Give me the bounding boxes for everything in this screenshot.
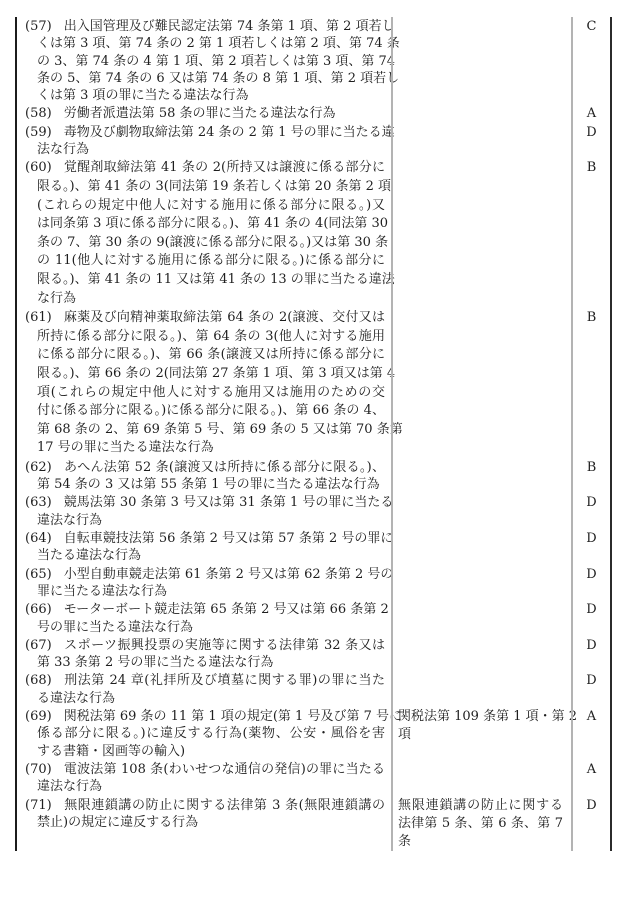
offense-line: 付に係る部分に限る。)に係る部分に限る。)、第 66 条の 4、 <box>37 403 385 419</box>
item-number: (70) <box>25 761 52 777</box>
grade-cell <box>571 493 610 529</box>
offense-table <box>15 17 612 851</box>
penalty-line: 条 <box>398 834 412 850</box>
penalty-cell <box>391 707 578 760</box>
grade-label: A <box>586 106 597 122</box>
offense-line: に係る部分に限る。)、第 66 条(譲渡又は所持に係る部分に <box>37 347 385 363</box>
offense-line: 第 68 条の 2、第 69 条第 5 号、第 69 条の 5 又は第 70 条第 <box>37 421 403 437</box>
grade-label: D <box>586 673 597 689</box>
table-row <box>17 600 610 636</box>
offense-line: (これらの規定中他人に対する施用に係る部分に限る。)又 <box>37 197 385 213</box>
penalty-cell <box>391 123 571 159</box>
offense-line: (62) あへん法第 52 条(譲渡又は所持に係る部分に限る。)、 <box>25 459 385 475</box>
offense-line: 限る。)、第 41 条の 3(同法第 19 条若しくは第 20 条第 2 項 <box>37 178 392 194</box>
offense-line: 条の 5、第 74 条の 6 又は第 74 条の 8 第 1 項、第 2 項若し <box>37 70 400 86</box>
offense-line: 違法な行為 <box>37 512 103 528</box>
table-row <box>17 565 610 601</box>
offense-line: 第 33 条第 2 号の罪に当たる違法な行為 <box>37 655 274 671</box>
table-row <box>17 104 610 122</box>
item-number: (58) <box>25 106 52 122</box>
penalty-line: 法律第 5 条、第 6 条、第 7 <box>398 815 563 831</box>
grade-cell <box>571 636 610 672</box>
offense-cell <box>17 458 391 494</box>
offense-line: (60) 覚醒剤取締法第 41 条の 2(所持又は譲渡に係る部分に <box>25 160 385 176</box>
offense-line: な行為 <box>37 290 77 306</box>
offense-line: 係る部分に限る。)に違反する行為(薬物、公安・風俗を害 <box>37 726 385 742</box>
offense-cell <box>17 565 394 601</box>
grade-label: B <box>586 160 597 176</box>
item-number: (61) <box>25 310 52 326</box>
offense-line: 17 号の罪に当たる違法な行為 <box>37 440 214 456</box>
table-row <box>17 493 610 529</box>
offense-line: 限る。)、第 41 条の 11 又は第 41 条の 13 の罪に当たる違法 <box>37 271 395 287</box>
grade-cell <box>571 158 610 308</box>
grade-label: B <box>586 310 597 326</box>
grade-label: D <box>586 797 597 813</box>
offense-cell <box>17 123 395 159</box>
grade-label: D <box>586 124 597 140</box>
table-row <box>17 707 610 760</box>
table-row <box>17 671 610 707</box>
offense-line: 禁止)の規定に違反する行為 <box>37 814 199 830</box>
penalty-line: 項 <box>398 727 412 743</box>
grade-label: D <box>586 531 597 547</box>
offense-cell <box>17 707 402 760</box>
offense-line: 法な行為 <box>37 142 90 158</box>
grade-cell <box>571 123 610 159</box>
offense-line: (61) 麻薬及び向精神薬取締法第 64 条の 2(譲渡、交付又は <box>25 310 385 326</box>
offense-line: (64) 自転車競技法第 56 条第 2 号又は第 57 条第 2 号の罪に <box>25 531 394 547</box>
item-number: (66) <box>25 602 52 618</box>
offense-line: 条の 7、第 30 条の 9(譲渡に係る部分に限る。)又は第 30 条 <box>37 234 389 250</box>
grade-cell <box>571 707 610 760</box>
offense-line: 号の罪に当たる違法な行為 <box>37 619 194 635</box>
offense-line: (69) 関税法第 69 条の 11 第 1 項の規定(第 1 号及び第 7 号に <box>25 709 402 725</box>
penalty-cell <box>391 636 571 672</box>
penalty-cell <box>391 17 571 104</box>
table-row <box>17 796 610 852</box>
offense-line: (70) 電波法第 108 条(わいせつな通信の発信)の罪に当たる <box>25 761 385 777</box>
grade-label: D <box>586 602 597 618</box>
grade-label: D <box>586 637 597 653</box>
offense-line: くは第 3 項、第 74 条の 2 第 1 項若しくは第 2 項、第 74 条 <box>37 36 400 52</box>
penalty-cell <box>391 529 571 565</box>
table-row <box>17 123 610 159</box>
offense-line: (59) 毒物及び劇物取締法第 24 条の 2 第 1 号の罪に当たる違 <box>25 124 395 140</box>
offense-line: (67) スポーツ振興投票の実施等に関する法律第 32 条又は <box>25 637 385 653</box>
offense-cell <box>17 104 391 122</box>
offense-line: の 3、第 74 条の 4 第 1 項、第 2 項若しくは第 3 項、第 74 <box>37 53 396 69</box>
item-number: (57) <box>25 19 52 34</box>
grade-label: C <box>586 19 597 34</box>
offense-line: (58) 労働者派遣法第 58 条の罪に当たる違法な行為 <box>25 106 336 122</box>
offense-line: 違法な行為 <box>37 779 103 795</box>
grade-cell <box>571 600 610 636</box>
penalty-cell <box>391 458 571 494</box>
penalty-cell <box>391 760 571 796</box>
table-row <box>17 636 610 672</box>
item-number: (69) <box>25 709 52 725</box>
item-number: (67) <box>25 637 52 653</box>
penalty-cell <box>391 493 571 529</box>
penalty-cell <box>391 671 571 707</box>
offense-line: 所持に係る部分に限る。)、第 64 条の 3(他人に対する施用 <box>37 328 385 344</box>
offense-cell <box>17 529 394 565</box>
penalty-cell <box>391 158 571 308</box>
penalty-cell <box>391 600 571 636</box>
offense-cell <box>17 493 394 529</box>
grade-label: B <box>586 459 597 475</box>
item-number: (60) <box>25 160 52 176</box>
penalty-cell <box>391 104 571 122</box>
grade-label: D <box>586 566 597 582</box>
grade-cell <box>571 671 610 707</box>
offense-line: 項(これらの規定中他人に対する施用又は施用のための交 <box>37 384 385 400</box>
penalty-cell <box>391 796 571 852</box>
offense-line: (71) 無限連鎖講の防止に関する法律第 3 条(無限連鎖講の <box>25 797 385 813</box>
offense-line: (68) 刑法第 24 章(礼拝所及び墳墓に関する罪)の罪に当た <box>25 673 385 689</box>
penalty-line: 関税法第 109 条第 1 項・第 2 <box>398 709 578 725</box>
offense-line: (65) 小型自動車競走法第 61 条第 2 号又は第 62 条第 2 号の <box>25 566 394 582</box>
offense-cell <box>17 17 400 104</box>
table-row <box>17 458 610 494</box>
item-number: (64) <box>25 531 52 547</box>
table-row <box>17 158 610 308</box>
offense-line: (57) 出入国管理及び難民認定法第 74 条第 1 項、第 2 項若し <box>25 19 395 34</box>
item-number: (68) <box>25 673 52 689</box>
offense-cell <box>17 671 391 707</box>
grade-cell <box>571 104 610 122</box>
grade-cell <box>571 308 610 458</box>
table-row <box>17 760 610 796</box>
offense-line: する書籍・図画等の輸入) <box>37 743 186 759</box>
offense-line: る違法な行為 <box>37 690 116 706</box>
offense-cell <box>17 308 403 458</box>
offense-line: (66) モーターボート競走法第 65 条第 2 号又は第 66 条第 2 <box>25 602 389 618</box>
offense-cell <box>17 636 391 672</box>
grade-cell <box>571 565 610 601</box>
grade-cell <box>571 796 610 852</box>
offense-cell <box>17 600 391 636</box>
penalty-cell <box>391 308 571 458</box>
grade-cell <box>571 17 610 104</box>
item-number: (59) <box>25 124 52 140</box>
offense-line: 限る。)、第 66 条の 2(同法第 27 条第 1 項、第 3 項又は第 4 <box>37 365 396 381</box>
item-number: (63) <box>25 495 52 511</box>
grade-cell <box>571 760 610 796</box>
grade-cell <box>571 529 610 565</box>
grade-label: D <box>586 495 597 511</box>
grade-label: A <box>586 709 597 725</box>
offense-line: の 11(他人に対する施用に係る部分に限る。)に係る部分に <box>37 253 385 269</box>
offense-cell <box>17 158 395 308</box>
table-row <box>17 529 610 565</box>
offense-line: (63) 競馬法第 30 条第 3 号又は第 31 条第 1 号の罪に当たる <box>25 495 394 511</box>
offense-line: 罪に当たる違法な行為 <box>37 583 168 599</box>
item-number: (65) <box>25 566 52 582</box>
item-number: (62) <box>25 459 52 475</box>
grade-cell <box>571 458 610 494</box>
offense-line: は同条第 3 項に係る部分に限る。)、第 41 条の 4(同法第 30 <box>37 216 389 232</box>
grade-label: A <box>586 761 597 777</box>
penalty-line: 無限連鎖講の防止に関する <box>398 797 563 813</box>
penalty-cell <box>391 565 571 601</box>
offense-cell <box>17 760 391 796</box>
item-number: (71) <box>25 797 52 813</box>
offense-cell <box>17 796 391 852</box>
offense-line: くは第 3 項の罪に当たる違法な行為 <box>37 88 249 104</box>
table-row <box>17 17 610 104</box>
offense-line: 第 54 条の 3 又は第 55 条第 1 号の罪に当たる違法な行為 <box>37 477 380 493</box>
offense-line: 当たる違法な行為 <box>37 548 142 564</box>
table-row <box>17 308 610 458</box>
